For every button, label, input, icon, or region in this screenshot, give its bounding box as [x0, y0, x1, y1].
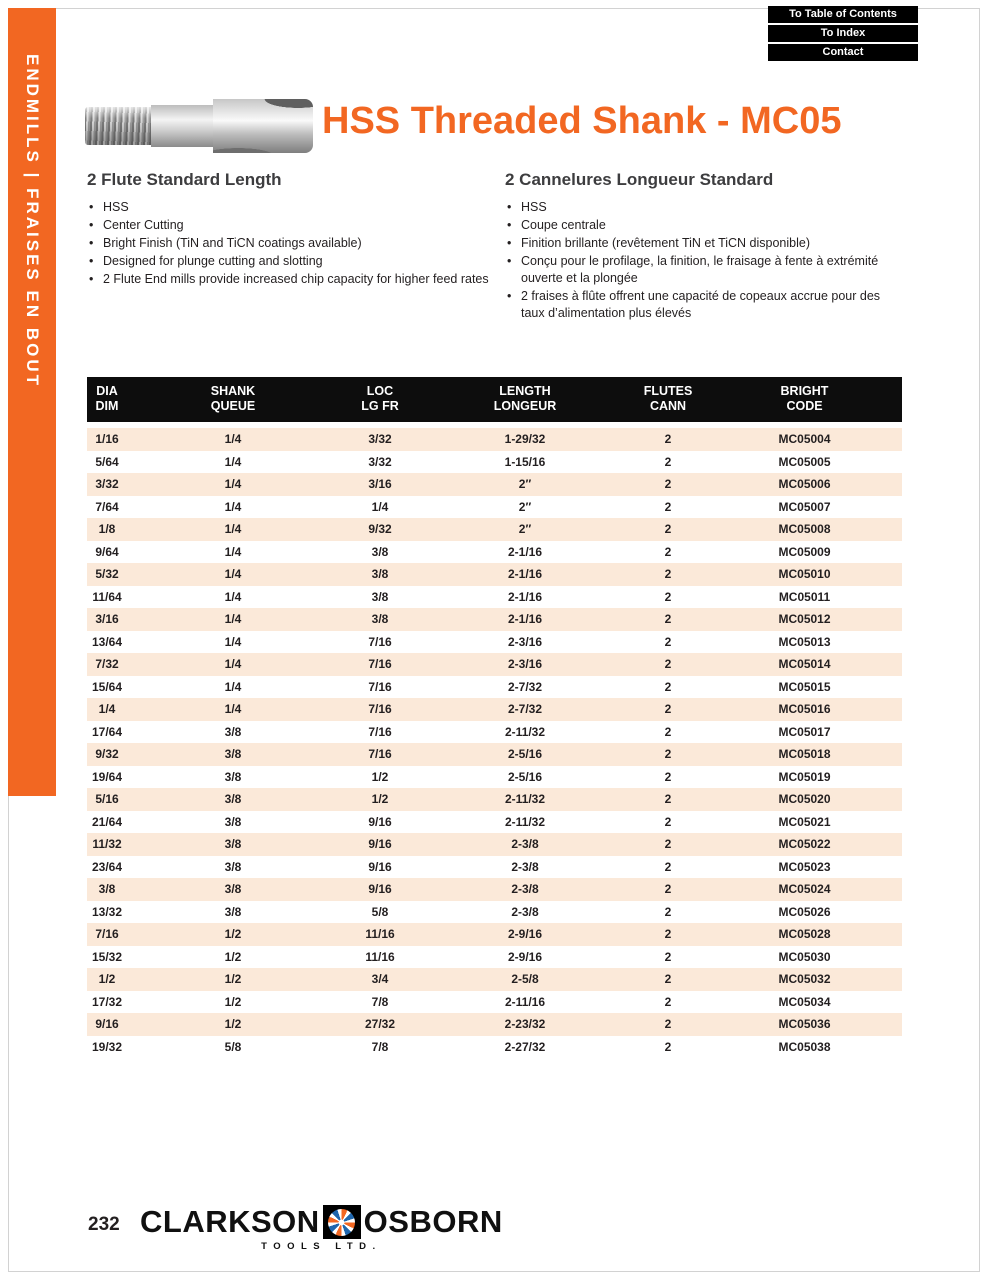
- cell-length: 2-7/32: [507, 679, 543, 694]
- cell-flutes: 2: [664, 679, 672, 694]
- cell-code: MC05008: [778, 522, 831, 536]
- to-table-of-contents-button[interactable]: To Table of Contents: [768, 6, 918, 23]
- table-row: [87, 473, 902, 496]
- cell-dia: 15/64: [91, 679, 123, 694]
- cell-length: 2-3/8: [511, 882, 539, 896]
- cell-length: 2-3/16: [507, 657, 543, 671]
- cell-dia: 9/16: [95, 1017, 119, 1031]
- section-heading-english: 2 Flute Standard Length: [87, 170, 282, 189]
- cell-length: 1-29/32: [504, 432, 546, 446]
- brand-subtitle: TOOLS LTD.: [261, 1241, 382, 1252]
- section-heading-french: 2 Cannelures Longueur Standard: [505, 170, 774, 189]
- bullet-text: HSS: [521, 200, 547, 214]
- brand-osborn: OSBORN: [363, 1204, 503, 1239]
- bullet-icon: [87, 199, 103, 216]
- cell-shank: 3/8: [224, 882, 242, 896]
- table-row: [87, 608, 902, 631]
- table-row: [87, 946, 902, 969]
- section-english: [87, 170, 505, 323]
- cell-flutes: 2: [664, 972, 672, 986]
- bullet-item: [87, 253, 505, 270]
- cell-loc: 11/16: [365, 949, 395, 964]
- table-row: [87, 428, 902, 451]
- cell-loc: 9/16: [368, 882, 392, 896]
- bullet-item: [87, 271, 505, 288]
- cell-length: 1-15/16: [504, 454, 546, 469]
- cell-code: MC05007: [778, 499, 831, 514]
- table-row: [87, 788, 902, 811]
- cell-loc: 9/16: [368, 859, 392, 874]
- bullet-icon: [87, 217, 103, 234]
- cell-dia: 5/64: [95, 454, 119, 469]
- table-row: [87, 563, 902, 586]
- bullet-text: Finition brillante (revêtement TiN et TiCN disponible): [521, 236, 811, 250]
- pinwheel-logo-icon: [323, 1205, 361, 1239]
- section-french: [505, 170, 905, 323]
- cell-loc: 3/16: [368, 477, 392, 491]
- cell-loc: 3/8: [371, 567, 389, 581]
- bullet-list-french: [505, 199, 905, 322]
- cell-shank: 5/8: [224, 1039, 242, 1054]
- cell-code: MC05034: [778, 994, 831, 1009]
- cell-dia: 1/4: [98, 702, 116, 716]
- cell-length: 2-9/16: [507, 927, 543, 941]
- cell-shank: 3/8: [224, 837, 242, 851]
- col-header-bright-code: BRIGHT CODE: [707, 377, 902, 428]
- col-header-loc: LOC LG FR: [339, 377, 421, 428]
- to-index-button[interactable]: To Index: [768, 25, 918, 42]
- cell-shank: 3/8: [224, 724, 242, 739]
- cell-shank: 1/4: [224, 499, 242, 514]
- cell-code: MC05019: [778, 769, 831, 784]
- cell-code: MC05014: [778, 657, 831, 671]
- feature-columns: [87, 170, 905, 323]
- cell-flutes: 2: [664, 657, 672, 671]
- cell-length: 2-1/16: [507, 612, 543, 626]
- bullet-text: Conçu pour le profilage, la finition, le fraisage à fente à extrémité ouverte et la plongée: [521, 254, 879, 285]
- cell-code: MC05028: [778, 927, 831, 941]
- cell-loc: 7/16: [368, 747, 392, 761]
- bullet-item: [505, 288, 905, 322]
- cell-length: 2-5/8: [511, 972, 539, 986]
- cell-dia: 19/64: [91, 769, 123, 784]
- sidebar-tab: [8, 8, 56, 796]
- cell-loc: 7/16: [368, 657, 392, 671]
- cell-loc: 3/8: [371, 544, 389, 559]
- bullet-text: Bright Finish (TiN and TiCN coatings available): [103, 236, 362, 250]
- cell-dia: 1/8: [98, 522, 116, 536]
- cell-loc: 7/16: [368, 724, 392, 739]
- cell-length: 2-11/32: [504, 792, 546, 806]
- cell-code: MC05030: [778, 949, 831, 964]
- table-header-row: [87, 377, 902, 428]
- cell-loc: 7/16: [368, 634, 392, 649]
- bullet-icon: [505, 288, 521, 322]
- cell-dia: 3/32: [95, 477, 119, 491]
- cell-shank: 1/4: [224, 477, 242, 491]
- cell-loc: 3/8: [371, 612, 389, 626]
- table-row: [87, 1036, 902, 1059]
- cell-shank: 1/4: [224, 702, 242, 716]
- brand-row: [140, 1204, 503, 1240]
- cell-loc: 27/32: [364, 1017, 396, 1031]
- table-row: [87, 698, 902, 721]
- cell-dia: 9/32: [95, 747, 119, 761]
- cell-length: 2-23/32: [504, 1017, 546, 1031]
- bullet-item: [505, 235, 905, 252]
- cell-code: MC05012: [778, 612, 831, 626]
- table-row: [87, 631, 902, 654]
- cell-shank: 1/2: [224, 949, 242, 964]
- cell-shank: 1/4: [224, 432, 242, 446]
- cell-dia: 5/16: [95, 792, 119, 806]
- cell-length: 2-1/16: [507, 567, 543, 581]
- cell-code: MC05011: [778, 589, 831, 604]
- cell-flutes: 2: [664, 859, 672, 874]
- cell-length: 2″: [518, 499, 532, 514]
- cell-flutes: 2: [664, 949, 672, 964]
- cell-loc: 9/16: [368, 814, 392, 829]
- cell-length: 2-11/16: [504, 994, 546, 1009]
- bullet-text: Coupe centrale: [521, 218, 606, 232]
- cell-shank: 3/8: [224, 769, 242, 784]
- brand-clarkson: CLARKSON: [140, 1204, 320, 1239]
- cell-code: MC05010: [778, 567, 831, 581]
- cell-flutes: 2: [664, 994, 672, 1009]
- cell-length: 2-5/16: [507, 747, 543, 761]
- cell-dia: 11/64: [92, 589, 122, 604]
- table-row: [87, 653, 902, 676]
- table-row: [87, 856, 902, 879]
- sidebar-label: ENDMILLS | FRAISES EN BOUT: [23, 54, 42, 388]
- table-row: [87, 991, 902, 1014]
- cell-code: MC05009: [778, 544, 831, 559]
- cell-shank: 1/4: [224, 454, 242, 469]
- cell-flutes: 2: [664, 747, 672, 761]
- cell-dia: 21/64: [91, 814, 123, 829]
- cell-loc: 1/4: [371, 499, 389, 514]
- cell-flutes: 2: [664, 477, 672, 491]
- cell-length: 2″: [518, 477, 532, 491]
- table-row: [87, 878, 902, 901]
- cell-flutes: 2: [664, 499, 672, 514]
- bullet-icon: [505, 253, 521, 287]
- cell-length: 2-11/32: [504, 814, 546, 829]
- cell-flutes: 2: [664, 702, 672, 716]
- cell-shank: 1/4: [224, 679, 242, 694]
- cell-flutes: 2: [664, 589, 672, 604]
- table-row: [87, 676, 902, 699]
- cell-loc: 9/16: [368, 837, 392, 851]
- cell-flutes: 2: [664, 724, 672, 739]
- table-row: [87, 901, 902, 924]
- cell-loc: 9/32: [368, 522, 392, 536]
- cell-code: MC05032: [778, 972, 831, 986]
- bullet-item: [505, 253, 905, 287]
- nav-buttons: [768, 6, 918, 61]
- cell-dia: 23/64: [91, 859, 123, 874]
- spec-table-wrap: [87, 377, 902, 1058]
- cell-code: MC05022: [778, 837, 831, 851]
- cell-shank: 1/4: [224, 522, 242, 536]
- cell-dia: 5/32: [95, 567, 119, 581]
- cell-loc: 7/8: [371, 994, 389, 1009]
- col-header-flutes: FLUTES CANN: [629, 377, 707, 428]
- table-row: [87, 833, 902, 856]
- cell-code: MC05038: [778, 1039, 831, 1054]
- bullet-item: [87, 235, 505, 252]
- table-row: [87, 766, 902, 789]
- cell-loc: 3/32: [368, 432, 392, 446]
- cell-length: 2-3/8: [511, 837, 539, 851]
- cell-shank: 1/2: [224, 972, 242, 986]
- cell-loc: 3/8: [371, 589, 389, 604]
- cell-dia: 7/32: [95, 657, 119, 671]
- cell-length: 2″: [518, 522, 532, 536]
- cell-loc: 7/8: [371, 1039, 389, 1054]
- cell-flutes: 2: [664, 567, 672, 581]
- cell-length: 2-3/8: [511, 859, 539, 874]
- cell-flutes: 2: [664, 544, 672, 559]
- cell-dia: 19/32: [91, 1039, 123, 1054]
- table-row: [87, 1013, 902, 1036]
- cell-dia: 15/32: [91, 949, 123, 964]
- cell-shank: 3/8: [224, 859, 242, 874]
- cell-flutes: 2: [664, 1017, 672, 1031]
- cell-length: 2-3/8: [511, 904, 539, 919]
- endmill-threaded-shank: [85, 107, 151, 145]
- bullet-item: [87, 217, 505, 234]
- bullet-icon: [505, 217, 521, 234]
- cell-flutes: 2: [664, 454, 672, 469]
- cell-dia: 3/16: [95, 612, 119, 626]
- cell-flutes: 2: [664, 814, 672, 829]
- cell-length: 2-1/16: [507, 589, 543, 604]
- table-row: [87, 518, 902, 541]
- bullet-text: 2 fraises à flûte offrent une capacité de copeaux accrue pour des taux d’alimentation plus élevés: [521, 289, 881, 320]
- bullet-icon: [87, 271, 103, 288]
- cell-code: MC05016: [778, 702, 831, 716]
- bullet-item: [505, 199, 905, 216]
- cell-code: MC05021: [778, 814, 831, 829]
- endmill-flutes: [213, 99, 313, 153]
- cell-dia: 13/32: [91, 904, 123, 919]
- cell-length: 2-11/32: [504, 724, 546, 739]
- bullet-item: [87, 199, 505, 216]
- cell-code: MC05013: [778, 634, 831, 649]
- table-row: [87, 496, 902, 519]
- cell-length: 2-7/32: [507, 702, 543, 716]
- cell-flutes: 2: [664, 522, 672, 536]
- bullet-icon: [505, 199, 521, 216]
- cell-code: MC05006: [778, 477, 831, 491]
- cell-loc: 5/8: [371, 904, 389, 919]
- cell-shank: 3/8: [224, 814, 242, 829]
- cell-dia: 1/16: [95, 432, 119, 446]
- cell-shank: 1/4: [224, 589, 242, 604]
- table-row: [87, 451, 902, 474]
- cell-flutes: 2: [664, 882, 672, 896]
- bullet-list-english: [87, 199, 505, 288]
- cell-code: MC05018: [778, 747, 831, 761]
- cell-dia: 7/64: [95, 499, 119, 514]
- cell-dia: 9/64: [95, 544, 119, 559]
- cell-flutes: 2: [664, 769, 672, 784]
- table-row: [87, 586, 902, 609]
- bullet-item: [505, 217, 905, 234]
- page-number: 232: [88, 1214, 120, 1235]
- cell-flutes: 2: [664, 904, 672, 919]
- bullet-text: 2 Flute End mills provide increased chip capacity for higher feed rates: [103, 272, 489, 286]
- cell-length: 2-1/16: [507, 544, 543, 559]
- cell-shank: 3/8: [224, 792, 242, 806]
- cell-dia: 7/16: [95, 927, 119, 941]
- cell-dia: 17/32: [91, 994, 123, 1009]
- cell-dia: 11/32: [92, 837, 122, 851]
- bullet-icon: [87, 235, 103, 252]
- cell-flutes: 2: [664, 1039, 672, 1054]
- cell-shank: 1/4: [224, 544, 242, 559]
- cell-loc: 7/16: [368, 702, 392, 716]
- cell-shank: 3/8: [224, 747, 242, 761]
- cell-length: 2-3/16: [507, 634, 543, 649]
- table-row: [87, 541, 902, 564]
- cell-loc: 1/2: [371, 792, 389, 806]
- bullet-icon: [505, 235, 521, 252]
- cell-loc: 3/4: [371, 972, 389, 986]
- table-row: [87, 923, 902, 946]
- cell-code: MC05020: [778, 792, 831, 806]
- cell-code: MC05026: [778, 904, 831, 919]
- cell-loc: 3/32: [368, 454, 392, 469]
- cell-flutes: 2: [664, 432, 672, 446]
- cell-shank: 1/4: [224, 634, 242, 649]
- table-row: [87, 968, 902, 991]
- cell-flutes: 2: [664, 634, 672, 649]
- cell-loc: 7/16: [368, 679, 392, 694]
- cell-loc: 1/2: [371, 769, 389, 784]
- cell-code: MC05017: [778, 724, 831, 739]
- cell-flutes: 2: [664, 792, 672, 806]
- cell-shank: 1/4: [224, 657, 242, 671]
- cell-dia: 1/2: [98, 972, 116, 986]
- cell-length: 2-5/16: [507, 769, 543, 784]
- cell-code: MC05004: [778, 432, 831, 446]
- cell-dia: 3/8: [98, 882, 116, 896]
- cell-dia: 17/64: [91, 724, 123, 739]
- page-title: HSS Threaded Shank - MC05: [322, 100, 842, 142]
- cell-code: MC05024: [778, 882, 831, 896]
- cell-shank: 1/2: [224, 1017, 242, 1031]
- endmill-neck: [151, 105, 213, 147]
- bullet-text: HSS: [103, 200, 129, 214]
- bullet-text: Designed for plunge cutting and slotting: [103, 254, 323, 268]
- brand-logo: [140, 1204, 503, 1252]
- col-header-shank: SHANK QUEUE: [127, 377, 339, 428]
- cell-code: MC05005: [778, 454, 831, 469]
- table-row: [87, 721, 902, 744]
- col-header-dia: DIA DIM: [87, 377, 127, 428]
- cell-flutes: 2: [664, 837, 672, 851]
- cell-dia: 13/64: [91, 634, 123, 649]
- cell-length: 2-9/16: [507, 949, 543, 964]
- cell-shank: 1/2: [224, 927, 242, 941]
- cell-shank: 1/4: [224, 567, 242, 581]
- cell-flutes: 2: [664, 927, 672, 941]
- bullet-icon: [87, 253, 103, 270]
- cell-loc: 11/16: [365, 927, 395, 941]
- endmill-photo: [85, 96, 313, 156]
- cell-flutes: 2: [664, 612, 672, 626]
- bullet-text: Center Cutting: [103, 218, 184, 232]
- cell-code: MC05023: [778, 859, 831, 874]
- cell-code: MC05036: [778, 1017, 831, 1031]
- col-header-length: LENGTH LONGEUR: [421, 377, 629, 428]
- cell-code: MC05015: [778, 679, 831, 694]
- cell-length: 2-27/32: [504, 1039, 546, 1054]
- cell-shank: 1/4: [224, 612, 242, 626]
- cell-shank: 1/2: [224, 994, 242, 1009]
- cell-shank: 3/8: [224, 904, 242, 919]
- table-row: [87, 811, 902, 834]
- spec-table: [87, 377, 902, 1058]
- contact-button[interactable]: Contact: [768, 44, 918, 61]
- table-row: [87, 743, 902, 766]
